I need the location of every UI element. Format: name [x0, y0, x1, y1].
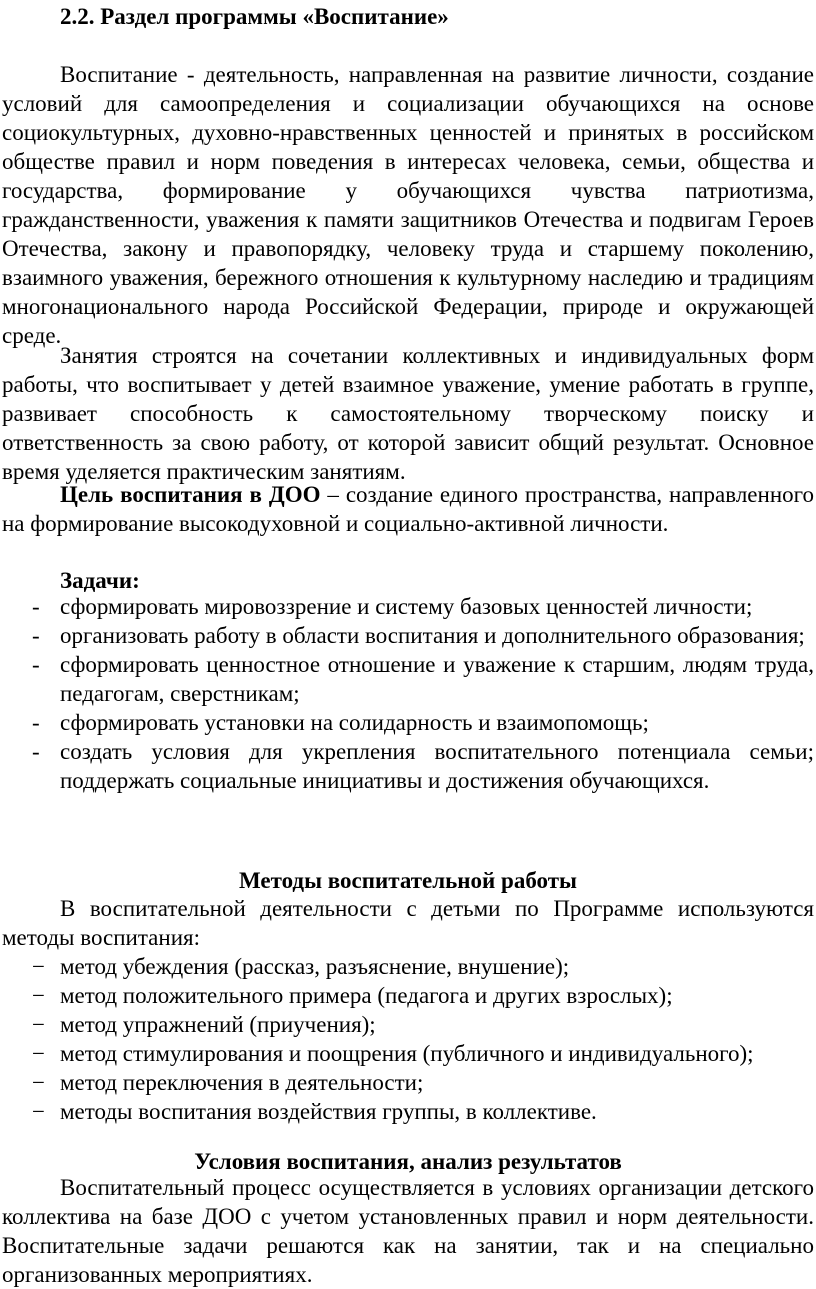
tasks-list: [2, 592, 814, 795]
list-item: − методы воспитания воздействия группы, в коллективе.: [32, 1099, 597, 1124]
conditions-heading: Условия воспитания, анализ результатов: [194, 1149, 622, 1174]
tasks-label: Задачи:: [60, 568, 140, 593]
methods-intro: В воспитательной деятельности с детьми по Программе используются методы воспитания:: [2, 896, 814, 950]
list-marker: −: [32, 1041, 45, 1066]
section-title: 2.2. Раздел программы «Воспитание»: [60, 4, 449, 29]
list-item: − метод убеждения (рассказ, разъяснение, внушение);: [32, 954, 570, 979]
classes-paragraph: Занятия строятся на сочетании коллективных и индивидуальных форм работы, что воспитывает у детей взаимное уважение, умение работать в группе, развивает способность к самостоятельному творческому поиску и ответственность за свою работу, от которой зависит общий результат. Основное время уделяется практическим занятиям.: [2, 343, 814, 484]
list-marker: -: [32, 594, 40, 619]
list-item: − метод упражнений (приучения);: [32, 1012, 376, 1037]
list-marker: -: [32, 739, 40, 764]
intro-paragraph: Воспитание - деятельность, направленная на развитие личности, создание условий для самоопределения и социализации обучающихся на основе социокультурных, духовно-нравственных ценностей и принятых в российском обществе правил и норм поведения в интересах человека, семьи, общества и государства, формирование у обучающихся чувства патриотизма, гражданственности, уважения к памяти защитников Отечества и подвигам Героев Отечества, закону и правопорядку, человеку труда и старшему поколению, взаимного уважения, бережного отношения к культурному наследию и традициям многонационального народа Российской Федерации, природе и окружающей среде.: [2, 62, 814, 348]
goal-paragraph: [2, 480, 814, 538]
methods-list: [2, 952, 814, 1126]
list-item: - сформировать мировоззрение и систему базовых ценностей личности;: [32, 594, 753, 619]
list-item: - создать условия для укрепления воспитательного потенциала семьи; поддержать социальные инициативы и достижения обучающихся.: [32, 739, 814, 793]
goal-text: – создание единого пространства, направленного на формирование высокодуховной и социально-активной личности.: [2, 482, 814, 536]
list-item: − метод переключения в деятельности;: [32, 1070, 424, 1095]
list-item: - сформировать ценностное отношение и уважение к старшим, людям труда, педагогам, сверстникам;: [32, 652, 814, 706]
list-item: − метод стимулирования и поощрения (публичного и индивидуального);: [32, 1041, 754, 1066]
methods-heading: Методы воспитательной работы: [238, 868, 577, 893]
list-marker: -: [32, 652, 40, 677]
list-item: − метод положительного примера (педагога и других взрослых);: [32, 983, 673, 1008]
list-marker: −: [32, 954, 45, 979]
goal-label: Цель воспитания в ДОО: [60, 482, 321, 507]
list-marker: −: [32, 1099, 45, 1124]
list-marker: -: [32, 710, 40, 735]
list-marker: -: [32, 623, 40, 648]
list-item: - сформировать установки на солидарность и взаимопомощь;: [32, 710, 649, 735]
list-marker: −: [32, 1070, 45, 1095]
list-marker: −: [32, 983, 45, 1008]
list-marker: −: [32, 1012, 45, 1037]
list-item: - организовать работу в области воспитания и дополнительного образования;: [32, 623, 805, 648]
conditions-paragraph: Воспитательный процесс осуществляется в условиях организации детского коллектива на базе ДОО с учетом установленных правил и норм деятельности. Воспитательные задачи решаются как на занятии, так и на специально организованных мероприятиях.: [2, 1175, 814, 1287]
